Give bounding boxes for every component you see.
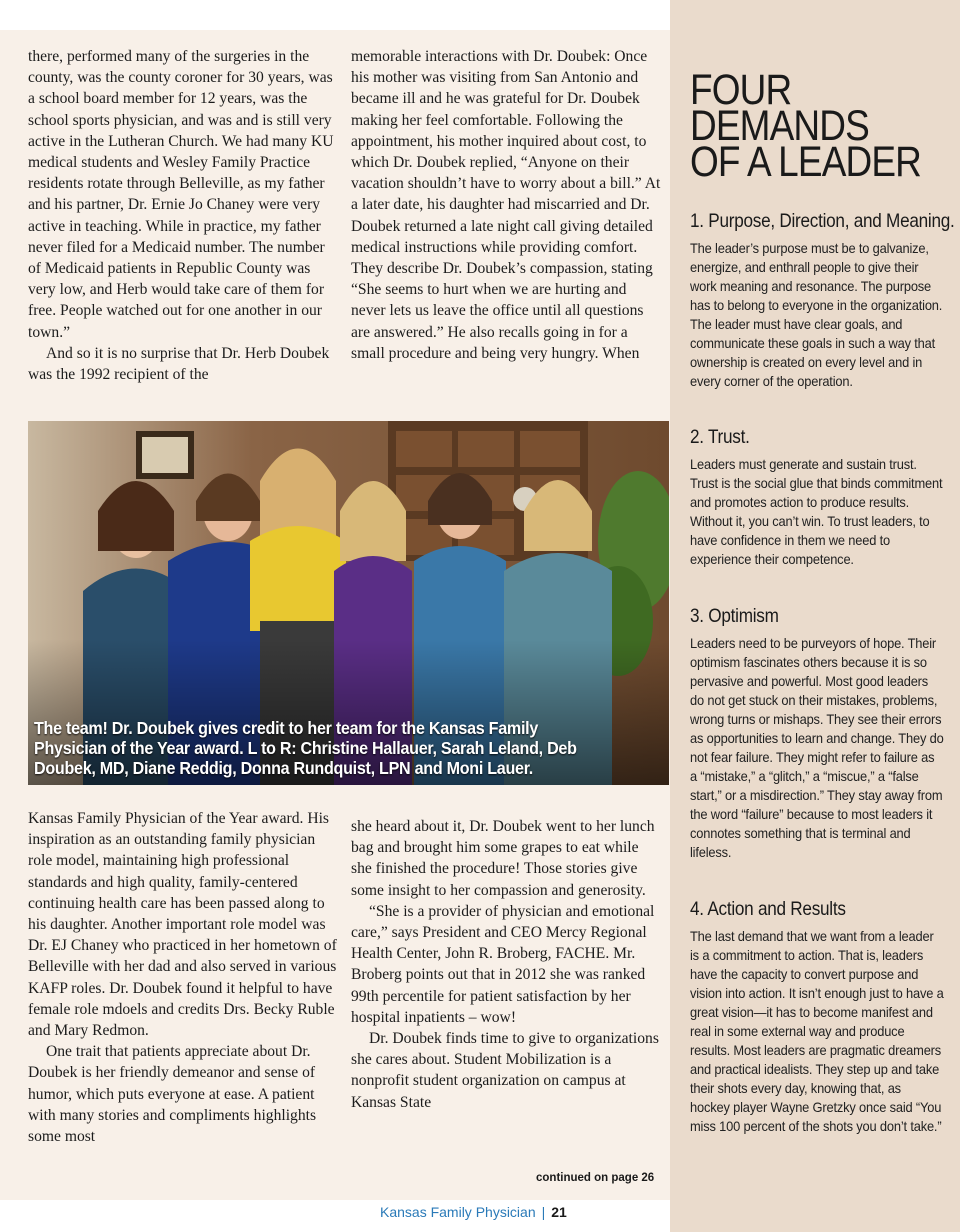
section-heading: 4. Action and Results xyxy=(690,898,846,920)
paragraph: memorable interactions with Dr. Doubek: Once his mother was visiting from San Antonio and became ill and he was grateful for Dr. Doubek making her feel comfortable. Following the appointment, his mother inquired about cost, to which Dr. Doubek replied, “Anyone on their vacation shouldn’t have to worry about a bill.” At a later date, his daughter had miscarried and Dr. Doubek returned a late night call giving detailed medical instructions while providing comfort. They describe Dr. Doubek’s compassion, stating “She seems to hurt when we are hurting and never lets us leave the office until all questions are answered.” He also recalls going in for a small procedure and being very hungry. When xyxy=(351,48,661,362)
section-body: Leaders must generate and sustain trust. Trust is the social glue that binds commitment and promotes action to produce results. Without it, you can’t win. To trust leaders, to have confidence in them we need to experience their competence. xyxy=(690,456,943,567)
paragraph: she heard about it, Dr. Doubek went to her lunch bag and brought him some grapes to eat while she finished the procedure! Those stories give some insight to her compassion and generosity. xyxy=(351,818,655,899)
paragraph: Dr. Doubek finds time to give to organizations she cares about. Student Mobilization is a nonprofit student organization on campus at Kansas State xyxy=(351,1030,659,1111)
sidebar-section-optimism xyxy=(690,605,944,862)
page-footer xyxy=(380,1204,567,1220)
sidebar-section-trust xyxy=(690,426,944,569)
article-column-2 xyxy=(351,46,661,364)
sidebar-title-line: DEMANDS xyxy=(690,102,869,150)
paragraph: “She is a provider of physician and emotional care,” says President and CEO Mercy Regional Health Center, John R. Broberg, FACHE. Mr. Broberg points out that in 2012 she was ranked 99th percentile for patient satisfaction by her hospital inpatients – wow! xyxy=(351,902,655,1026)
section-heading: 1. Purpose, Direction, and Meaning. xyxy=(690,210,955,232)
section-body: Leaders need to be purveyors of hope. Their optimism fascinates others because it is so pervasive and powerful. Most good leaders do not get stuck on their mistakes, problems, wrong turns or mishaps. They see their errors as opportunities to learn and change. They do not fear failure. They might refer to failure as a “mistake,” a “glitch,” a “miscue,” a “false start,” or a misdirection.” They stay away from the word “failure” because to most leaders it connotes something that is terminal and lifeless. xyxy=(690,635,944,860)
paragraph: One trait that patients appreciate about Dr. Doubek is her friendly demeanor and sense of humor, which puts everyone at ease. A patient with many stories and compliments highlights some most xyxy=(28,1043,317,1146)
paragraph: Kansas Family Physician of the Year award. His inspiration as an outstanding family physician role model, maintaining high professional standards and high quality, family-centered continuing health care has been passed along to his daughter. Another important role model was Dr. EJ Chaney who practiced in her hometown of Belleville with her dad and also served in various KAFP roles. Dr. Doubek found it helpful to have female role mdoels and credits Drs. Becky Ruble and Mary Redmon. xyxy=(28,810,337,1040)
footer-separator: | xyxy=(541,1204,546,1220)
sidebar-title-line: FOUR xyxy=(690,66,792,114)
paragraph: there, performed many of the surgeries in the county, was the county coroner for 30 years, was a school board member for 12 years, was the school sports physician, and was and is still very active in the Lutheran Church. We had many KU medical students and Wesley Family Practice residents rotate through Belleville, as my father and his partner, Dr. Ernie Jo Chaney were very active in teaching. While in practice, my father never filed for a Medicaid number. The number of Medicaid patients in Republic County was very low, and Herb would take care of them for free. People watched out for one another in our town.” xyxy=(28,48,334,341)
sidebar-title-line: OF A LEADER xyxy=(690,138,922,186)
publication-name: Kansas Family Physician xyxy=(380,1204,536,1220)
section-heading: 3. Optimism xyxy=(690,605,779,627)
team-photo xyxy=(28,421,669,785)
sidebar-section-purpose xyxy=(690,210,955,391)
continued-note: continued on page 26 xyxy=(536,1172,655,1184)
paragraph: And so it is no surprise that Dr. Herb Doubek was the 1992 recipient of the xyxy=(28,344,330,384)
sidebar-title xyxy=(690,66,922,186)
section-body: The leader’s purpose must be to galvanize, energize, and enthrall people to give their work meaning and resonance. The purpose has to belong to everyone in the organization. The leader must have clear goals, and communicate these goals in such a way that ownership is created on every level and in every corner of the operation. xyxy=(690,240,943,389)
page-number: 21 xyxy=(551,1204,567,1220)
article-column-4 xyxy=(351,816,661,1113)
section-heading: 2. Trust. xyxy=(690,426,750,448)
sidebar-section-action xyxy=(690,898,944,1136)
article-column-1 xyxy=(28,46,338,385)
photo-caption: The team! Dr. Doubek gives credit to her team for the Kansas Family Physician of the Year award. L to R: Christine Hallauer, Sarah Leland, Deb Doubek, MD, Diane Reddig, Donna Rundquist, LPN and Moni Lauer. xyxy=(34,718,577,778)
section-body: The last demand that we want from a leader is a commitment to action. That is, leaders have the capacity to convert purpose and vision into action. It isn’t enough just to have a great vision—it has to become manifest and real in some external way and produce results. Most leaders are pragmatic dreamers and practical idealists. They step up and take their shots every day, knowing that, as hockey player Wayne Gretzky once said “You miss 100 percent of the shots you don’t take.” xyxy=(690,928,944,1134)
article-column-3 xyxy=(28,808,338,1147)
